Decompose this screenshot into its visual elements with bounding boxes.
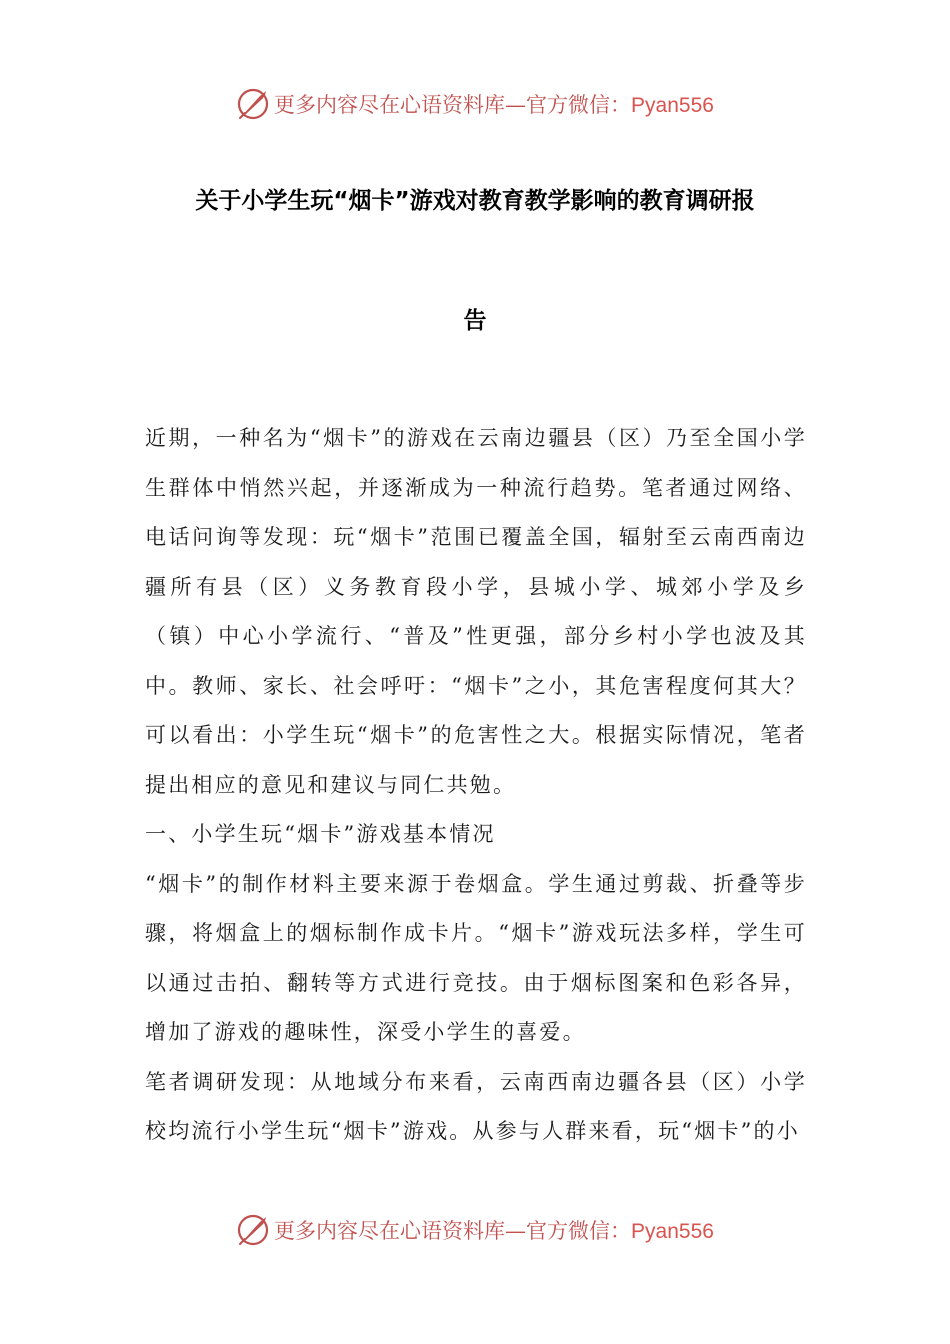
quill-pen-circle-icon [236, 1213, 270, 1247]
document-title-line-2: 告 [463, 308, 487, 334]
watermark-official-label: 官方微信： [526, 1219, 632, 1243]
watermark-text [274, 89, 714, 119]
watermark-banner-bottom [0, 1210, 950, 1250]
watermark-separator: — [505, 1219, 527, 1243]
paragraph-intro: 近期，一种名为“烟卡”的游戏在云南边疆县（区）乃至全国小学生群体中悄然兴起，并逐渐成为一种流行趋势。笔者通过网络、电话问询等发现：玩“烟卡”范围已覆盖全国，辐射至云南西南边疆所有县（区）义务教育段小学，县城小学、城郊小学及乡（镇）中心小学流行、“普及”性更强，部分乡村小学也波及其中。教师、家长、社会呼吁：“烟卡”之小，其危害程度何其大？可以看出：小学生玩“烟卡”的危害性之大。根据实际情况，笔者提出相应的意见和建议与同仁共勉。 [145, 426, 807, 797]
watermark-official-label: 官方微信： [526, 93, 632, 117]
quill-pen-circle-icon [236, 87, 270, 121]
watermark-text [274, 1215, 714, 1245]
watermark-brand: 更多内容尽在心语资料库 [274, 1219, 506, 1243]
document-title-line-1: 关于小学生玩“烟卡”游戏对教育教学影响的教育调研报 [195, 188, 755, 214]
watermark-wechat-id: Pyan556 [631, 1220, 714, 1243]
paragraph-findings: 笔者调研发现：从地域分布来看，云南西南边疆各县（区）小学校均流行小学生玩“烟卡”游戏。从参与人群来看，玩“烟卡”的小 [145, 1069, 807, 1143]
paragraph-material: “烟卡”的制作材料主要来源于卷烟盒。学生通过剪裁、折叠等步骤，将烟盒上的烟标制作成卡片。“烟卡”游戏玩法多样，学生可以通过击拍、翻转等方式进行竞技。由于烟标图案和色彩各异，增加了游戏的趣味性，深受小学生的喜爱。 [145, 871, 807, 1044]
watermark-separator: — [505, 93, 527, 117]
watermark-wechat-id: Pyan556 [631, 94, 714, 117]
watermark-banner-top [0, 84, 950, 124]
document-body [145, 414, 807, 1157]
section-heading-1: 一、小学生玩“烟卡”游戏基本情况 [145, 822, 496, 846]
watermark-brand: 更多内容尽在心语资料库 [274, 93, 506, 117]
